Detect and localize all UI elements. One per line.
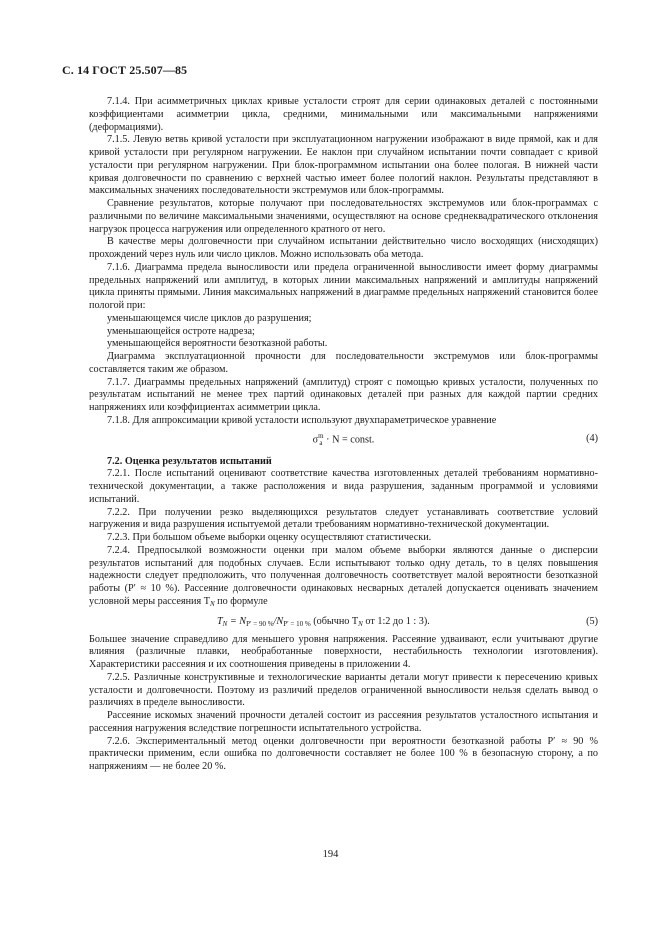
formula-4-expression: σ m a · N = const. (312, 431, 375, 447)
paragraph-strength-dispersion: Рассеяние искомых значений прочности деталей состоит из рассеяния результатов усталостного испытания и рассеяния нагружения вследствие погрешности испытательного устройства. (89, 710, 598, 734)
paragraph-7-2-5: 7.2.5. Различные конструктивные и технологические варианты детали могут привести к пересечению кривых усталости и долговечности. Поэтому из различий пределов ограниченной выносливости нельзя сделать вывод о различиях в пределе выносливости. (89, 671, 598, 709)
paragraph-operational-diagram: Диаграмма эксплуатационной прочности для последовательности экстремумов или блок-программы составляется таким же образом. (89, 351, 598, 375)
paragraph-durability-measure: В качестве меры долговечности при случайном испытании действительно число восходящих (нисходящих) прохождений через нуль или число циклов. Можно использовать оба метода. (89, 236, 598, 260)
paragraph-7-1-5: 7.1.5. Левую ветвь кривой усталости при эксплуатационном нагружении изображают в виде прямой, как и для кривой усталости при регулярном нагружении. Ее наклон при случайном испытании почти совпадает с кривой усталости при регулярном нагружении. При блок-программном испытании она более пологая. В нижней части кривая долговечности по сравнению с верхней частью имеет более пологий наклон. Результаты представляют в максимальных значениях последовательности экстремумов или блок-программы. (89, 134, 598, 197)
paragraph-7-1-8: 7.1.8. Для аппроксимации кривой усталости используют двухпараметрическое уравнение (107, 414, 497, 426)
formula-4-number: (4) (586, 432, 598, 444)
paragraph-7-2-1: 7.2.1. После испытаний оценивают соответствие качества изготовленных деталей требованиям нормативно-технической документации, а также расположения и вида разрушения, заданным программой и условиями испытаний. (89, 468, 598, 505)
page-header: С. 14 ГОСТ 25.507—85 (62, 63, 188, 77)
section-title-7-2: 7.2. Оценка результатов испытаний (107, 455, 272, 467)
formula-5-expression: $T_N = N_{P' = 90 \%}/N_{P' = 10 \%}$ (обычно $T_N$ от 1:2 до 1 : 3). (217, 615, 430, 628)
paragraph-7-2-6: 7.2.6. Экспериментальный метод оценки долговечности при вероятности безотказной работы P′ ≈ 90 % практически применим, если ошибка по долговечности составляет не более 100 % в безопасную сторону, а по напряжениям — не более 20 %. (89, 735, 598, 772)
paragraph-7-1-7: 7.1.7. Диаграммы предельных напряжений (амплитуд) строят с помощью кривых усталости, полученных по результатам испытаний не менее трех партий одинаковых деталей при разных для каждой партии средних напряжениях или коэффициентах асимметрии цикла. (89, 376, 598, 413)
paragraph-comparison: Сравнение результатов, которые получают при последовательностях экстремумов или блок-программах с различными по величине максимальными значениями, осуществляют на основе среднеквадратического отклонения нагрузок процесса нагружения или определенного кратного от него. (89, 198, 598, 235)
paragraph-7-1-6: 7.1.6. Диаграмма предела выносливости или предела ограниченной выносливости имеет форму диаграммы предельных напряжений или амплитуд, в которых линии максимальных напряжений и амплитуды напряжений цикла приняты прямыми. Линия максимальных напряжений в диаграмме предельных напряжений становится более пологой при: (89, 261, 598, 311)
paragraph-dispersion: Большее значение справедливо для меньшего уровня напряжения. Рассеяние удваивают, если учитывают другие влияния (различные плавки, необработанные поверхности, нестабильность технологии изготовления). Характеристики рассеяния и их соотношения приведены в приложении 4. (89, 633, 598, 670)
list-item: уменьшающейся остроте надреза; (107, 325, 255, 337)
paragraph-7-2-2: 7.2.2. При получении резко выделяющихся результатов следует устанавливать соответствие условий нагружения и вида разрушения испытуемой детали требованиям нормативно-технической документации. (89, 506, 598, 531)
paragraph-7-1-4: 7.1.4. При асимметричных циклах кривые усталости строят для серии одинаковых деталей с постоянными коэффициентами асимметрии цикла, средними, минимальными или максимальными напряжениями (деформациями). (89, 96, 598, 133)
formula-4 (89, 431, 598, 448)
list-item: уменьшающемся числе циклов до разрушения; (107, 312, 312, 324)
list-item: уменьшающейся вероятности безотказной работы. (107, 338, 328, 350)
paragraph-7-2-4: 7.2.4. Предпосылкой возможности оценки при малом объеме выборки являются данные о дисперсии результатов испытаний для подобных случаев. Если испытывают только одну деталь, то в целях повышения надежности следует предположить, что полученная долговечность соответствует малой вероятности безотказной работы (P′ ≈ 10 %). Рассеяние долговечности одинаковых несварных деталей допускается оценивать значением условной меры рассеяния $T_N$ по формуле (89, 544, 598, 608)
page-number: 194 (322, 849, 339, 860)
paragraph-7-2-3: 7.2.3. При большом объеме выборки оценку осуществляют статистически. (107, 532, 432, 543)
formula-5 (89, 614, 598, 631)
formula-5-number: (5) (586, 615, 598, 627)
document-body (89, 96, 598, 774)
